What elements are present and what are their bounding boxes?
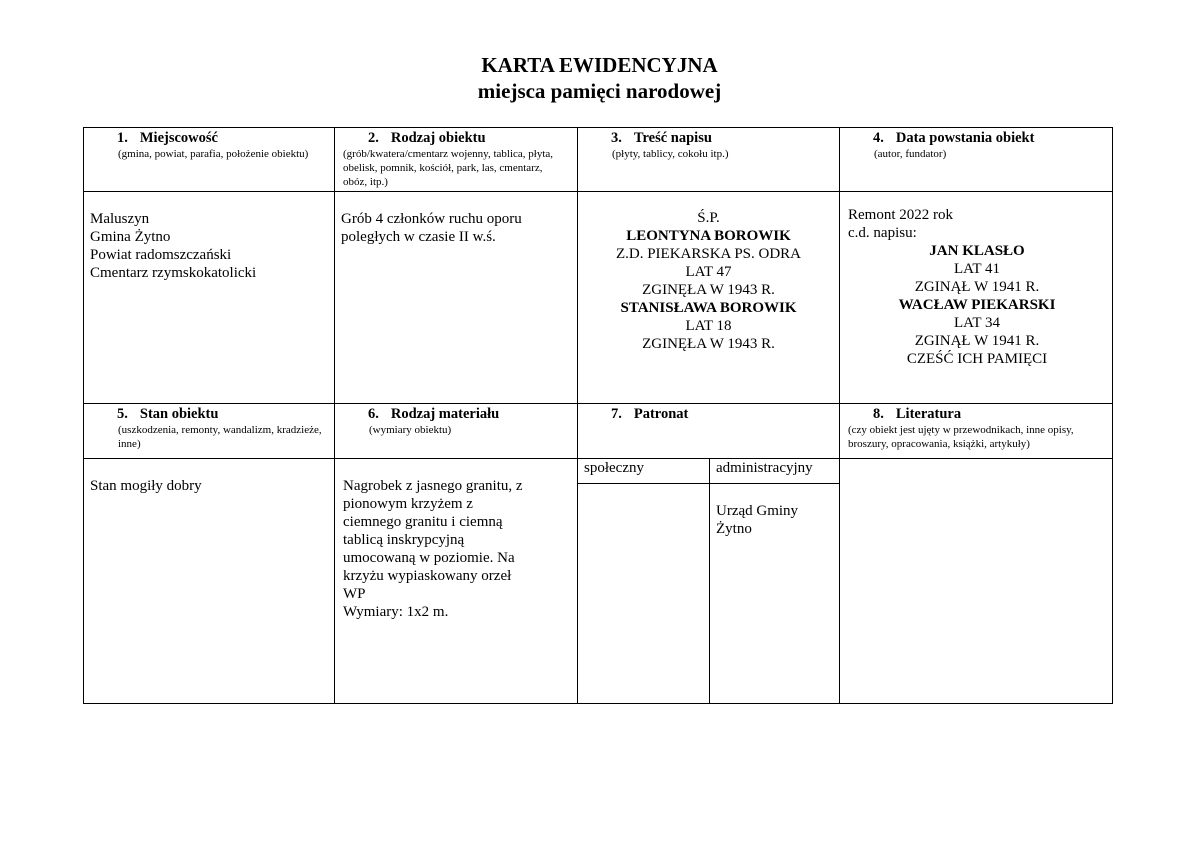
patronage-admin-label: administracyjny — [716, 460, 813, 476]
header-title: Literatura — [895, 406, 962, 422]
header-title: Stan obiektu — [139, 406, 219, 422]
header-subtitle: (autor, fundator) — [874, 148, 947, 160]
header-date — [840, 128, 1113, 192]
header-literature — [840, 404, 1113, 459]
date-line: ZGINĄŁ W 1941 R. — [914, 279, 1040, 295]
cell-date — [840, 192, 1113, 404]
header-row-top — [84, 128, 1113, 192]
date-line: Remont 2022 rok — [848, 207, 953, 223]
content-row-top — [84, 192, 1113, 404]
header-title: Data powstania obiekt — [895, 130, 1035, 146]
header-row-bottom — [84, 404, 1113, 459]
cell-material — [335, 459, 578, 704]
header-subtitle: (grób/kwatera/cmentarz wojenny, tablica, płyta, obelisk, pomnik, kościół, park, las, cmentarz, obóz, itp.) — [343, 148, 554, 188]
header-title: Treść napisu — [633, 130, 712, 146]
patronage-admin-value: Urząd Gminy Żytno — [716, 503, 799, 537]
header-object-type — [335, 128, 578, 192]
header-patronage — [578, 404, 840, 459]
location-line: Gmina Żytno — [90, 229, 171, 245]
cell-condition — [84, 459, 335, 704]
header-number: 1. — [117, 130, 128, 146]
header-condition — [84, 404, 335, 459]
content-row-bottom — [84, 459, 1113, 704]
location-line: Cmentarz rzymskokatolicki — [90, 265, 257, 281]
location-line: Maluszyn — [90, 211, 150, 227]
patronage-social-label: społeczny — [584, 460, 644, 476]
cell-literature — [840, 459, 1113, 704]
date-line: CZEŚĆ ICH PAMIĘCI — [906, 351, 1048, 367]
header-subtitle: (płyty, tablicy, cokołu itp.) — [612, 148, 729, 160]
document-title-block — [0, 52, 1199, 104]
inscription-line: STANISŁAWA BOROWIK — [620, 300, 797, 316]
header-number: 7. — [611, 406, 622, 422]
record-card-table — [83, 127, 1113, 704]
header-subtitle: (gmina, powiat, parafia, położenie obiektu) — [118, 148, 309, 160]
header-number: 3. — [611, 130, 622, 146]
inscription-line: Z.D. PIEKARSKA PS. ODRA — [615, 246, 802, 262]
inscription-line: LAT 18 — [685, 318, 732, 334]
document-title: KARTA EWIDENCYJNA — [481, 53, 718, 77]
header-number: 6. — [368, 406, 379, 422]
date-line: LAT 41 — [954, 261, 1000, 277]
material-text: Nagrobek z jasnego granitu, z pionowym krzyżem z ciemnego granitu i ciemną tablicą inskrypcyjną umocowaną w poziomie. Na krzyżu wypiaskowany orzeł WP — [343, 478, 523, 602]
header-title: Rodzaj obiektu — [390, 130, 486, 146]
cell-patronage — [578, 459, 840, 704]
header-material — [335, 404, 578, 459]
inscription-line: Ś.P. — [697, 210, 720, 226]
header-subtitle: (czy obiekt jest ujęty w przewodnikach, inne opisy, broszury, opracowania, książki, artykuły) — [848, 424, 1074, 450]
header-inscription — [578, 128, 840, 192]
date-line: WACŁAW PIEKARSKI — [898, 297, 1056, 313]
header-location — [84, 128, 335, 192]
cell-location — [84, 192, 335, 404]
header-number: 5. — [117, 406, 128, 422]
object-type-text: Grób 4 członków ruchu oporu poległych w czasie II w.ś. — [341, 211, 522, 245]
inscription-line: LAT 47 — [685, 264, 732, 280]
date-line: ZGINĄŁ W 1941 R. — [914, 333, 1040, 349]
header-title: Rodzaj materiału — [390, 406, 500, 422]
patronage-divider-horizontal — [578, 483, 839, 484]
date-line: JAN KLASŁO — [929, 243, 1025, 259]
header-subtitle: (uszkodzenia, remonty, wandalizm, kradzieże, inne) — [118, 424, 322, 450]
patronage-divider-vertical — [709, 459, 710, 703]
cell-object-type — [335, 192, 578, 404]
header-number: 2. — [368, 130, 379, 146]
inscription-line: LEONTYNA BOROWIK — [626, 228, 791, 244]
document-subtitle: miejsca pamięci narodowej — [477, 79, 722, 103]
location-line: Powiat radomszczański — [90, 247, 232, 263]
date-line: c.d. napisu: — [848, 225, 917, 241]
header-number: 4. — [873, 130, 884, 146]
header-number: 8. — [873, 406, 884, 422]
condition-text: Stan mogiły dobry — [90, 478, 202, 494]
header-subtitle: (wymiary obiektu) — [369, 424, 452, 436]
date-line: LAT 34 — [954, 315, 1000, 331]
cell-inscription — [578, 192, 840, 404]
header-title: Patronat — [633, 406, 689, 422]
inscription-line: ZGINĘŁA W 1943 R. — [642, 336, 775, 352]
material-dimensions: Wymiary: 1x2 m. — [343, 604, 449, 620]
inscription-line: ZGINĘŁA W 1943 R. — [642, 282, 775, 298]
header-title: Miejscowość — [139, 130, 218, 146]
